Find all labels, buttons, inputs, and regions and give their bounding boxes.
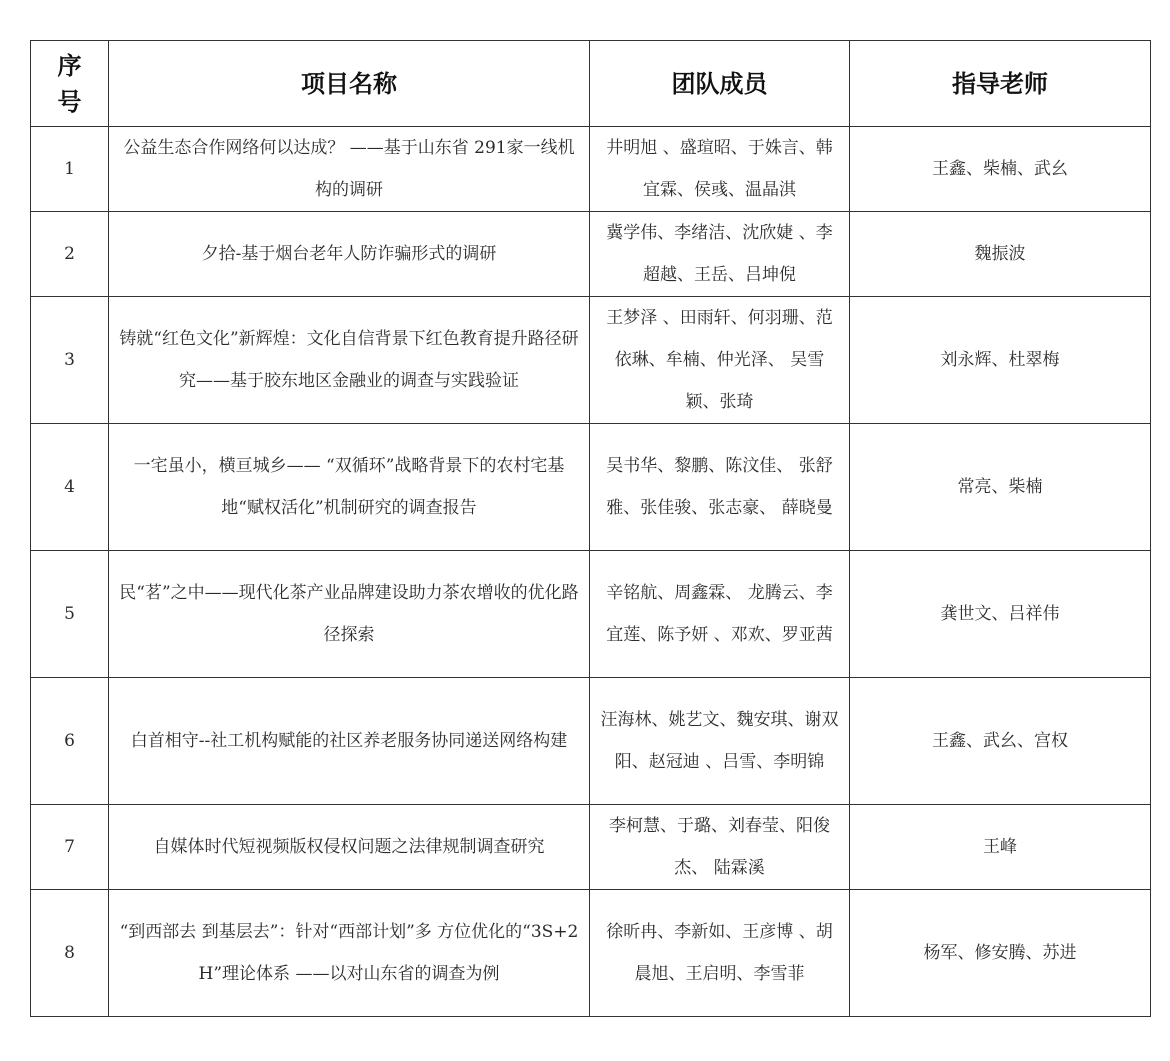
row-advisor: 魏振波 [850,212,1151,297]
row-members: 汪海林、姚艺文、魏安琪、谢双阳、赵冠迪 、吕雪、李明锦 [590,678,850,805]
row-project: 夕拾-基于烟台老年人防诈骗形式的调研 [109,212,590,297]
row-project: “到西部去 到基层去”：针对“西部计划”多 方位优化的“3S+2H”理论体系 ——以对山东省的调查为例 [109,890,590,1017]
row-members: 徐昕冉、李新如、王彦博 、胡晨旭、王启明、李雪菲 [590,890,850,1017]
table-row [31,678,1151,805]
project-list-sheet [30,40,1150,1017]
row-members: 井明旭 、盛瑄昭、于姝言、韩宜霖、侯彧、温晶淇 [590,127,850,212]
row-project: 一宅虽小，横亘城乡—— “双循环”战略背景下的农村宅基地“赋权活化”机制研究的调查报告 [109,424,590,551]
row-members: 辛铭航、周鑫霖、 龙腾云、李宜莲、陈予妍 、邓欢、罗亚茜 [590,551,850,678]
row-members: 吴书华、黎鹏、陈汶佳、 张舒雅、张佳骏、张志豪、 薛晓曼 [590,424,850,551]
header-seq-label: 序号 [57,51,82,116]
table-row [31,424,1151,551]
table-row [31,551,1151,678]
header-members: 团队成员 [590,41,850,127]
row-project: 铸就“红色文化”新辉煌：文化自信背景下红色教育提升路径研究——基于胶东地区金融业的调查与实践验证 [109,297,590,424]
row-seq: 2 [31,212,109,297]
row-advisor: 王峰 [850,805,1151,890]
table-row [31,127,1151,212]
row-advisor: 常亮、柴楠 [850,424,1151,551]
row-seq: 5 [31,551,109,678]
row-seq: 8 [31,890,109,1017]
row-seq: 6 [31,678,109,805]
row-members: 王梦泽 、田雨轩、何羽珊、范依琳、牟楠、仲光泽、 吴雪颖、张琦 [590,297,850,424]
project-table [30,40,1151,1017]
row-seq: 1 [31,127,109,212]
row-advisor: 王鑫、武幺、宫权 [850,678,1151,805]
row-members: 李柯慧、于璐、刘春莹、阳俊杰、 陆霖溪 [590,805,850,890]
row-advisor: 杨军、修安腾、苏进 [850,890,1151,1017]
table-row [31,297,1151,424]
table-row [31,212,1151,297]
row-advisor: 龚世文、吕祥伟 [850,551,1151,678]
header-row [31,41,1151,127]
header-seq [31,41,109,127]
row-project: 公益生态合作网络何以达成？ ——基于山东省 291家一线机构的调研 [109,127,590,212]
table-row [31,890,1151,1017]
row-seq: 4 [31,424,109,551]
row-project: 白首相守--社工机构赋能的社区养老服务协同递送网络构建 [109,678,590,805]
row-advisor: 王鑫、柴楠、武幺 [850,127,1151,212]
row-advisor: 刘永辉、杜翠梅 [850,297,1151,424]
row-project: 民“茗”之中——现代化茶产业品牌建设助力茶农增收的优化路径探索 [109,551,590,678]
row-members: 冀学伟、李绪洁、沈欣婕 、李超越、王岳、吕坤倪 [590,212,850,297]
header-project: 项目名称 [109,41,590,127]
row-seq: 3 [31,297,109,424]
table-row [31,805,1151,890]
header-advisor: 指导老师 [850,41,1151,127]
row-seq: 7 [31,805,109,890]
row-project: 自媒体时代短视频版权侵权问题之法律规制调查研究 [109,805,590,890]
